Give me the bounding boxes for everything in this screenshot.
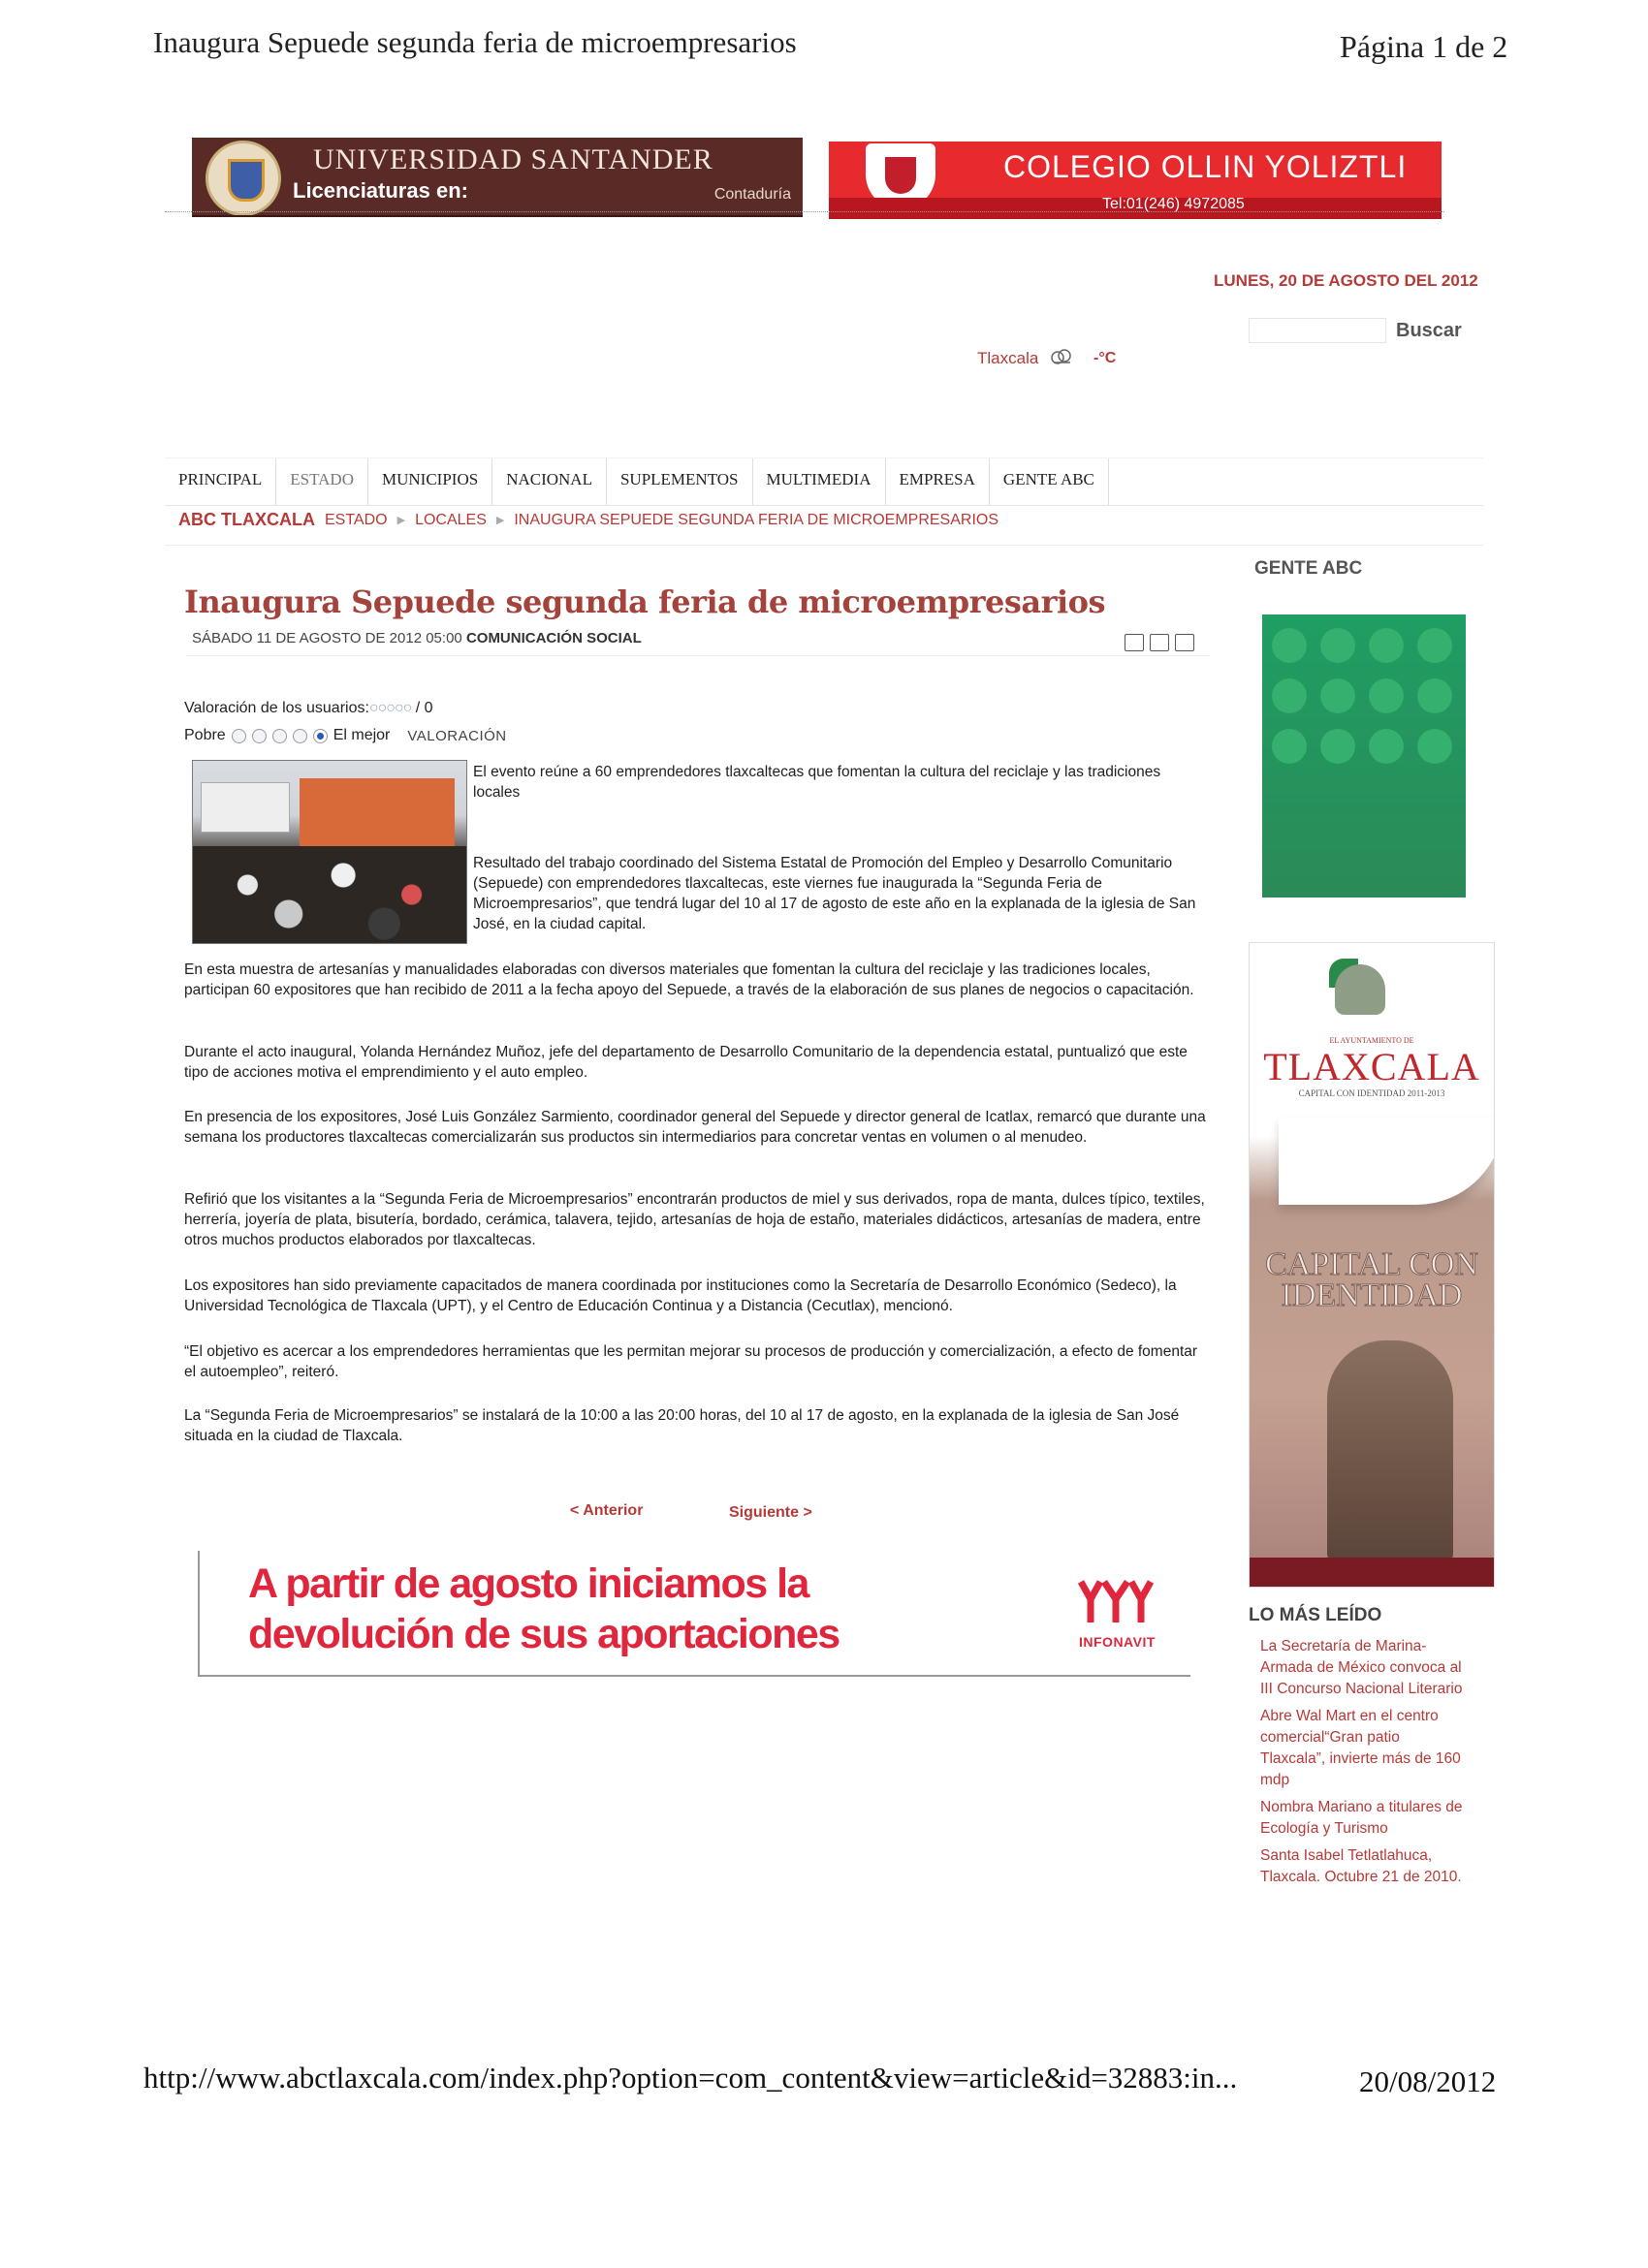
breadcrumb-separator-icon: ▶ [396,515,406,526]
breadcrumb-home[interactable]: ABC TLAXCALA [178,510,315,529]
tlaxcala-ad-sub: CAPITAL CON IDENTIDAD 2011-2013 [1298,1088,1445,1098]
nav-principal[interactable]: PRINCIPAL [165,458,276,505]
infonavit-ad[interactable] [198,1551,1190,1677]
tlaxcala-ad-slogan [1255,1246,1488,1313]
article-paragraph: En esta muestra de artesanías y manualidades elaboradas con diversos materiales que fomentan la cultura del reciclaje y las tradiciones locales, participan 60 expositores que han recibido de 2011 a la fecha apoyo del Sepuede, a través de la elaboración de sus planes de negocios o capacitación. [184,961,1194,998]
article-tools [1125,634,1194,651]
most-read-item[interactable]: Abre Wal Mart en el centro comercial“Gran patio Tlaxcala”, invierte más de 160 mdp [1260,1708,1461,1788]
print-footer-date: 20/08/2012 [1359,2064,1497,2098]
vote-radio-3[interactable] [272,729,287,743]
vote-radio-2[interactable] [252,729,267,743]
article-title: Inaugura Sepuede segunda feria de microempresarios [184,583,1106,620]
infonavit-logo-icon [1077,1578,1155,1628]
infonavit-ad-text [248,1559,840,1659]
rating-label: Valoración de los usuarios: [184,700,369,716]
tlaxcala-ad-name: TLAXCALA [1263,1045,1480,1088]
divider [186,655,1210,656]
breadcrumb-separator-icon: ▶ [495,515,505,526]
divider [165,545,1483,546]
vote-radio-5[interactable] [313,729,328,743]
nav-estado[interactable]: ESTADO [276,458,368,505]
print-icon[interactable] [1150,634,1169,651]
slogan-line2: IDENTIDAD [1281,1277,1463,1313]
main-nav [165,457,1483,506]
search-button[interactable]: Buscar [1396,320,1462,341]
breadcrumb [178,510,998,530]
search-input[interactable] [1249,318,1386,343]
article-paragraph: “El objetivo es acercar a los emprendedores herramientas que les permitan mejorar su procesos de producción y comercialización, a efecto de fomentar el autoempleo”, reiteró. [184,1343,1198,1380]
colegio-ollin-banner[interactable] [829,142,1442,219]
nav-empresa[interactable]: EMPRESA [886,458,990,505]
divider [165,211,1444,212]
vote-form [184,727,507,744]
infonavit-ad-line2: devolución de sus aportaciones [248,1611,840,1657]
most-read-item[interactable]: La Secretaría de Marina-Armada de México convoca al III Concurso Nacional Literario [1260,1638,1463,1697]
article-meta [192,630,642,646]
email-icon[interactable] [1175,634,1194,651]
vote-low-label: Pobre [184,727,226,743]
infonavit-ad-line1: A partir de agosto iniciamos la [248,1560,808,1607]
most-read-item[interactable]: Santa Isabel Tetlatlahuca, Tlaxcala. Octubre 21 de 2010. [1260,1847,1462,1885]
warrior-head-icon [1335,964,1385,1015]
sidebar-gente-title: GENTE ABC [1254,558,1363,579]
article-paragraph: La “Segunda Feria de Microempresarios” se instalará de la 10:00 a las 20:00 horas, del 10 al 17 de agosto, en la explanada de la iglesia de San José situada en la ciudad de Tlaxcala. [184,1407,1180,1444]
current-date: LUNES, 20 DE AGOSTO DEL 2012 [1214,271,1478,290]
article-lead: El evento reúne a 60 emprendedores tlaxcaltecas que fomentan la cultura del reciclaje y las tradiciones locales [473,764,1161,801]
print-footer-url: http://www.abctlaxcala.com/index.php?option=com_content&view=article&id=32883:in... [143,2061,1238,2095]
page-curl-graphic [1279,1118,1495,1205]
cloud-icon [1049,347,1074,366]
article-paragraph: Los expositores han sido previamente capacitados de manera coordinada por instituciones como la Secretaría de Desarrollo Económico (Sedeco), la Universidad Tecnológica de Tlaxcala (UPT), y el Centro de Educación Continua y a Distancia (Cecutlax), mencionó. [184,1277,1177,1314]
slogan-line1: CAPITAL CON [1265,1246,1478,1282]
university-seal-logo [206,141,281,216]
article-paragraph: Durante el acto inaugural, Yolanda Hernández Muñoz, jefe del departamento de Desarrollo Comunitario de la dependencia estatal, puntualizó que este tipo de acciones motiva el emprendimiento y el auto empleo. [184,1044,1188,1081]
rating-value: / 0 [415,700,433,716]
nav-nacional[interactable]: NACIONAL [492,458,607,505]
article-date: SÁBADO 11 DE AGOSTO DE 2012 05:00 [192,630,462,646]
tlaxcala-ayuntamiento-ad[interactable] [1249,942,1495,1588]
santander-banner-title: UNIVERSIDAD SANTANDER [313,143,713,175]
breadcrumb-estado[interactable]: ESTADO [325,511,388,528]
ollin-banner-title: COLEGIO OLLIN YOLIZTLI [1003,149,1408,184]
infonavit-brand: INFONAVIT [1079,1634,1156,1650]
universidad-santander-banner[interactable] [192,138,803,217]
rating-stars-icon: ○○○○○ [368,700,412,716]
vote-high-label: El mejor [333,727,391,743]
nav-suplementos[interactable]: SUPLEMENTOS [607,458,753,505]
vote-button[interactable]: VALORACIÓN [407,727,507,744]
vote-radio-4[interactable] [293,729,307,743]
vote-radio-1[interactable] [232,729,246,743]
print-header-title: Inaugura Sepuede segunda feria de microempresarios [153,25,797,59]
article-paragraph: En presencia de los expositores, José Luis González Sarmiento, coordinador general del Sepuede y director general de Icatlax, remarcó que durante una semana los productores tlaxcaltecas comercializarán sus productos sin intermediarios para concretar ventas en volumen o al menudeo. [184,1109,1206,1146]
user-rating [184,700,433,717]
article-photo [192,760,467,944]
breadcrumb-locales[interactable]: LOCALES [415,511,487,528]
nav-multimedia[interactable]: MULTIMEDIA [753,458,886,505]
temperature: -°C [1093,350,1117,366]
tlaxcala-ad-small: EL AYUNTAMIENTO DE [1329,1036,1414,1045]
most-read-list [1260,1636,1464,1894]
pdf-icon[interactable] [1125,634,1144,651]
santander-banner-subtitle: Licenciaturas en: [293,178,468,203]
article-paragraph: Refirió que los visitantes a la “Segunda Feria de Microempresarios” encontrarán productos de miel y sus derivados, ropa de manta, dulces típico, textiles, herrería, joyería de plata, bisutería, bordado, cerámica, talavera, tejido, artesanías de hoja de estaño, materiales didácticos, artesanías de madera, entre otros muchos productos elaborados por tlaxcaltecas. [184,1191,1205,1248]
gente-abc-ad[interactable] [1262,614,1466,898]
statue-bust-image [1327,1340,1453,1563]
most-read-title: LO MÁS LEÍDO [1249,1605,1382,1625]
article-paragraph: Resultado del trabajo coordinado del Sistema Estatal de Promoción del Empleo y Desarrollo Comunitario (Sepuede) con emprendedores tlaxcaltecas, este viernes fue inaugurada la “Segunda Feria de Microempresarios”, que tendrá lugar del 10 al 17 de agosto de este año en la explanada de la iglesia de San José, en la ciudad capital. [473,855,1196,932]
nav-gente-abc[interactable]: GENTE ABC [990,458,1109,505]
article-author: COMUNICACIÓN SOCIAL [465,630,642,646]
prev-article-link[interactable]: < Anterior [570,1502,644,1519]
most-read-item[interactable]: Nombra Mariano a titulares de Ecología y Turismo [1260,1799,1463,1837]
next-article-link[interactable]: Siguiente > [729,1504,812,1521]
print-page-number: Página 1 de 2 [1340,29,1508,64]
weather-city: Tlaxcala [977,349,1039,367]
nav-municipios[interactable]: MUNICIPIOS [368,458,492,505]
ad-footer-bar [1250,1558,1494,1587]
ollin-banner-phone: Tel:01(246) 4972085 [1102,196,1245,212]
breadcrumb-current: INAUGURA SEPUEDE SEGUNDA FERIA DE MICROEMPRESARIOS [514,511,999,528]
santander-banner-program: Contaduría [713,186,791,203]
